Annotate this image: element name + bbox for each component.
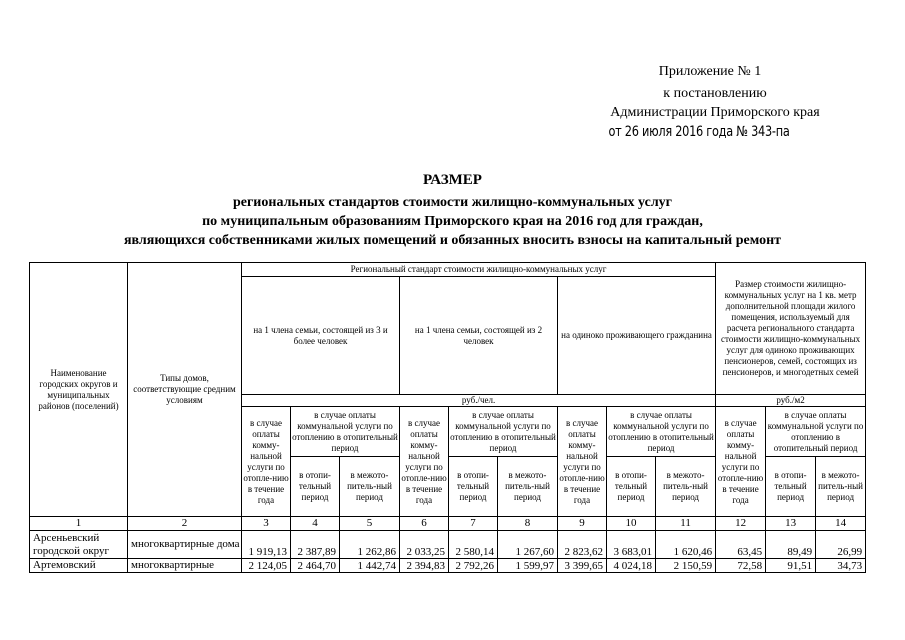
row-value: 91,51 bbox=[766, 559, 816, 573]
document-title: РАЗМЕР bbox=[423, 172, 482, 188]
row-house-type: многоквартирные bbox=[128, 559, 242, 573]
row-value: 2 394,83 bbox=[400, 559, 449, 573]
header-additional-area: Размер стоимости жилищно-коммунальных услуг на 1 кв. метр дополнительной площади жилого помещения, используемый для расчета регионального стандарта стоимости жилищно-коммунальных услуг для одиноко проживающих пенсионеров, семей, состоящих из пенсионеров, и многодетных семей bbox=[716, 263, 866, 395]
row-value: 1 919,13 bbox=[242, 531, 291, 559]
column-number: 13 bbox=[766, 517, 816, 531]
header-case-year: в случае оплаты комму-нальной услуги по отопле-нию в течение года bbox=[400, 407, 449, 517]
row-value: 2 124,05 bbox=[242, 559, 291, 573]
row-value: 1 262,86 bbox=[340, 531, 400, 559]
header-case-heating: в случае оплаты коммунальной услуги по отоплению в отопительный период bbox=[449, 407, 558, 457]
header-heating-period: в отопи-тельный период bbox=[607, 457, 656, 517]
header-interheating-period: в межото-питель-ный период bbox=[656, 457, 716, 517]
table-row bbox=[30, 531, 866, 559]
column-number: 4 bbox=[291, 517, 340, 531]
document-subtitle-line-1: региональных стандартов стоимости жилищно-коммунальных услуг bbox=[232, 195, 673, 210]
row-value: 1 599,97 bbox=[498, 559, 558, 573]
unit-per-person: руб./чел. bbox=[242, 395, 716, 407]
column-numbers-row bbox=[30, 517, 866, 531]
row-value: 2 464,70 bbox=[291, 559, 340, 573]
column-number: 1 bbox=[30, 517, 128, 531]
header-interheating-period: в межото-питель-ный период bbox=[816, 457, 866, 517]
header-regional-standard: Региональный стандарт стоимости жилищно-коммунальных услуг bbox=[242, 263, 716, 277]
row-value: 3 683,01 bbox=[607, 531, 656, 559]
row-value: 1 442,74 bbox=[340, 559, 400, 573]
row-value: 26,99 bbox=[816, 531, 866, 559]
header-case-year: в случае оплаты комму-нальной услуги по отопле-нию в течение года bbox=[242, 407, 291, 517]
header-name: Наименование городских округов и муниципальных районов (поселений) bbox=[30, 263, 128, 517]
row-value: 34,73 bbox=[816, 559, 866, 573]
header-heating-period: в отопи-тельный период bbox=[766, 457, 816, 517]
header-group-2: на 1 члена семьи, состоящей из 2 человек bbox=[400, 277, 558, 395]
column-number: 10 bbox=[607, 517, 656, 531]
table-row bbox=[30, 559, 866, 573]
header-heating-period: в отопи-тельный период bbox=[291, 457, 340, 517]
row-municipality: Артемовский bbox=[30, 559, 128, 573]
header-group-3-plus: на 1 члена семьи, состоящей из 3 и более человек bbox=[242, 277, 400, 395]
header-case-heating: в случае оплаты коммунальной услуги по отоплению в отопительный период bbox=[607, 407, 716, 457]
annex-date: от 26 июля 2016 года № 343-па bbox=[608, 124, 790, 140]
row-value: 89,49 bbox=[766, 531, 816, 559]
header-interheating-period: в межото-питель-ный период bbox=[340, 457, 400, 517]
column-number: 9 bbox=[558, 517, 607, 531]
header-case-year: в случае оплаты комму-нальной услуги по отопле-нию в течение года bbox=[716, 407, 766, 517]
column-number: 14 bbox=[816, 517, 866, 531]
row-value: 2 580,14 bbox=[449, 531, 498, 559]
row-value: 2 823,62 bbox=[558, 531, 607, 559]
row-value: 4 024,18 bbox=[607, 559, 656, 573]
annex-authority: Администрации Приморского края bbox=[610, 105, 820, 120]
document-subtitle-line-3: являющихся собственниками жилых помещений и обязанных вносить взносы на капитальный ремонт bbox=[123, 233, 782, 248]
row-value: 63,45 bbox=[716, 531, 766, 559]
column-number: 6 bbox=[400, 517, 449, 531]
column-number: 11 bbox=[656, 517, 716, 531]
row-value: 2 150,59 bbox=[656, 559, 716, 573]
header-interheating-period: в межото-питель-ный период bbox=[498, 457, 558, 517]
unit-per-m2: руб./м2 bbox=[716, 395, 866, 407]
header-case-heating: в случае оплаты коммунальной услуги по отоплению в отопительный период bbox=[766, 407, 866, 457]
header-heating-period: в отопи-тельный период bbox=[449, 457, 498, 517]
row-value: 72,58 bbox=[716, 559, 766, 573]
document-subtitle-line-2: по муниципальным образованиям Приморского края на 2016 год для граждан, bbox=[202, 214, 703, 229]
header-case-heating: в случае оплаты коммунальной услуги по отоплению в отопительный период bbox=[291, 407, 400, 457]
column-number: 12 bbox=[716, 517, 766, 531]
row-value: 3 399,65 bbox=[558, 559, 607, 573]
column-number: 2 bbox=[128, 517, 242, 531]
standards-table bbox=[29, 262, 866, 573]
row-value: 2 033,25 bbox=[400, 531, 449, 559]
row-house-type: многоквартирные дома bbox=[128, 531, 242, 559]
column-number: 8 bbox=[498, 517, 558, 531]
annex-line: к постановлению bbox=[663, 86, 767, 101]
header-case-year: в случае оплаты комму-нальной услуги по отопле-нию в течение года bbox=[558, 407, 607, 517]
column-number: 7 bbox=[449, 517, 498, 531]
column-number: 3 bbox=[242, 517, 291, 531]
row-value: 2 792,26 bbox=[449, 559, 498, 573]
annex-title: Приложение № 1 bbox=[658, 64, 762, 79]
row-value: 1 620,46 bbox=[656, 531, 716, 559]
row-value: 2 387,89 bbox=[291, 531, 340, 559]
header-group-single: на одиноко проживающего гражданина bbox=[558, 277, 716, 395]
row-municipality: Арсеньевский городской округ bbox=[30, 531, 128, 559]
row-value: 1 267,60 bbox=[498, 531, 558, 559]
column-number: 5 bbox=[340, 517, 400, 531]
header-house-types: Типы домов, соответствующие средним условиям bbox=[128, 263, 242, 517]
